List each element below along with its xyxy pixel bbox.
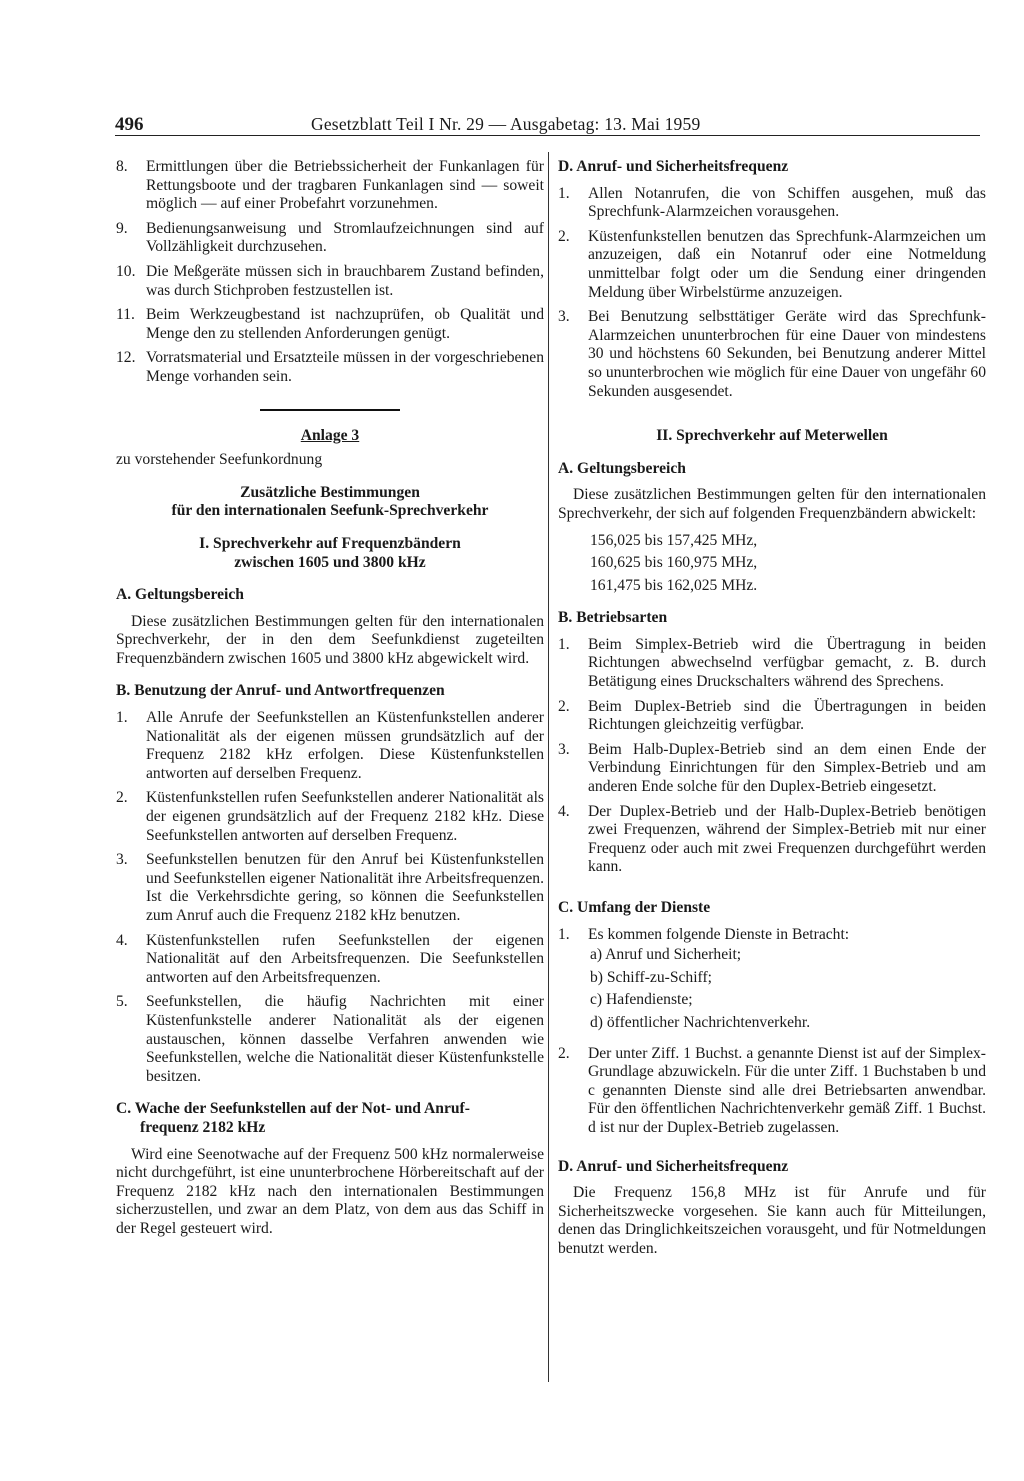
subsection-heading: B. Benutzung der Anruf- und Antwortfrequenzen — [116, 682, 445, 700]
list-item — [558, 1045, 986, 1138]
document-title-line1: Zusätzliche Bestimmungen — [240, 483, 420, 501]
item-number: 3. — [558, 740, 570, 758]
list-item — [116, 709, 544, 783]
item-number: 1. — [558, 184, 570, 202]
frequency-range: 161,475 bis 162,025 MHz. — [590, 576, 758, 594]
item-text: Allen Notanrufen, die von Schiffen ausgehen, muß das Sprechfunk-Alarmzeichen vorausgehen. — [588, 184, 986, 221]
item-text: Ermittlungen über die Betriebssicherheit der Funkanlagen für Rettungsboote und der tragbaren Funkanlagen sind — soweit möglich — auf einer Probefahrt vorzunehmen. — [146, 158, 544, 213]
list-item — [558, 926, 986, 945]
item-text: Alle Anrufe der Seefunkstellen an Küstenfunkstellen anderer Nationalität als der eigenen müssen grundsätzlich auf der Frequenz 2182 kHz erfolgen. Diese Küstenfunkstellen antworten auf derselben Frequenz. — [146, 709, 544, 782]
list-item — [558, 185, 986, 222]
list-item — [116, 158, 544, 214]
list-item — [558, 308, 986, 401]
item-number: 3. — [558, 308, 570, 326]
section-heading-line2: zwischen 1605 und 3800 kHz — [234, 553, 426, 571]
running-head: Gesetzblatt Teil I Nr. 29 — Ausgabetag: 13. Mai 1959 — [311, 114, 701, 134]
page-header — [115, 114, 985, 140]
item-number: 5. — [116, 993, 128, 1011]
appendix-subtitle: zu vorstehender Seefunkordnung — [116, 451, 323, 469]
item-number: 2. — [558, 697, 570, 715]
right-column — [558, 158, 986, 1267]
subsection-heading: B. Betriebsarten — [558, 609, 668, 627]
item-number: 1. — [558, 635, 570, 653]
column-divider — [548, 152, 549, 1382]
frequency-range: 156,025 bis 157,425 MHz, — [590, 531, 758, 549]
header-rule — [115, 135, 980, 136]
page-number: 496 — [115, 114, 144, 135]
paragraph: Die Frequenz 156,8 MHz ist für Anrufe und für Sicherheitszwecke vorgesehen. Sie kann auch für Mitteilungen, denen das Dringlichkeitszeichen vorausgeht, und für Notmeldungen benutzt werden. — [558, 1184, 986, 1257]
item-text: Seefunkstellen, die häufig Nachrichten mit einer Küstenfunkstelle anderer Nationalität als der eigenen austauschen, können dasselbe Verfahren anwenden wie Seefunkstellen, welche die Nationalität dieser Küstenfunkstelle besitzen. — [146, 993, 544, 1085]
item-text: Seefunkstellen benutzen für den Anruf bei Küstenfunkstellen und Seefunkstellen eigener Nationalität ihre Arbeitsfrequenzen. Ist die Verkehrsdichte gering, so können die Seefunkstellen zum Anruf auch die Frequenz 2182 kHz benutzen. — [146, 851, 544, 924]
item-number: 1. — [558, 925, 570, 943]
item-number: 12. — [116, 349, 136, 367]
item-text: Die Meßgeräte müssen sich in brauchbarem Zustand befinden, was durch Stichproben festzustellen ist. — [146, 262, 544, 299]
list-item — [116, 306, 544, 343]
item-text: Der Duplex-Betrieb und der Halb-Duplex-Betrieb benötigen zwei Frequenzen, während der Simplex-Betrieb mit nur einer Frequenz oder auch mit zwei Frequenzen durchgeführt werden kann. — [588, 802, 986, 876]
list-item — [558, 698, 986, 735]
subsection-heading: D. Anruf- und Sicherheitsfrequenz — [558, 1157, 789, 1175]
item-text: Beim Simplex-Betrieb wird die Übertragung in beiden Richtungen abwechselnd verfügbar gemacht, z. B. durch Betätigung eines Druckschalters während des Sprechens. — [588, 635, 986, 691]
list-item — [116, 993, 544, 1086]
list-item — [116, 851, 544, 925]
document-title-line2: für den internationalen Seefunk-Sprechverkehr — [171, 502, 489, 520]
item-text: Vorratsmaterial und Ersatzteile müssen in der vorgeschriebenen Menge vorhanden sein. — [146, 349, 544, 385]
item-number: 3. — [116, 851, 128, 869]
subsection-heading: A. Geltungsbereich — [558, 459, 686, 477]
item-text: Küstenfunkstellen benutzen das Sprechfunk-Alarmzeichen um anzuzeigen, daß ein Notanruf oder eine Notmeldung unmittelbar folgt oder um die Sendung einer dringenden Meldung über Wirbelstürme anzuzeigen. — [588, 227, 986, 301]
sub-list-item: c) Hafendienste; — [590, 991, 693, 1009]
item-text: Beim Werkzeugbestand ist nachzuprüfen, ob Qualität und Menge den zu stellenden Anforderungen genügt. — [146, 306, 544, 342]
subsection-heading: A. Geltungsbereich — [116, 586, 244, 604]
item-number: 9. — [116, 219, 128, 237]
item-text: Küstenfunkstellen rufen Seefunkstellen anderer Nationalität als der eigenen grundsätzlich auf der Frequenz 2182 kHz. Diese Seefunkstellen antworten auf derselben Frequenz. — [146, 789, 544, 844]
item-number: 2. — [116, 789, 128, 807]
subsection-heading-line1: C. Wache der Seefunkstellen auf der Not- und Anruf- — [116, 1100, 470, 1118]
item-number: 8. — [116, 158, 128, 175]
list-item — [116, 220, 544, 257]
item-text: Es kommen folgende Dienste in Betracht: — [588, 925, 850, 943]
section-heading-line1: I. Sprechverkehr auf Frequenzbändern — [199, 534, 461, 552]
paragraph: Wird eine Seenotwache auf der Frequenz 500 kHz normalerweise nicht durchgeführt, ist eine ununterbrochene Hörbereitschaft auf der Frequenz 2182 kHz nach den internationalen Bestimmungen sicherzustellen, und zwar an dem Platz, von dem aus das Schiff in der Regel gesteuert wird. — [116, 1145, 544, 1237]
item-number: 2. — [558, 1044, 570, 1062]
list-item — [116, 932, 544, 988]
paragraph: Diese zusätzlichen Bestimmungen gelten für den internationalen Sprechverkehr, der in den dem Seefunkdienst zugeteilten Frequenzbändern zwischen 1605 und 3800 kHz abgewickelt wird. — [116, 612, 544, 667]
item-text: Beim Halb-Duplex-Betrieb sind an dem einen Ende der Verbindung Einrichtungen für den Simplex-Betrieb und am anderen Ende solche für den Duplex-Betrieb eingesetzt. — [588, 740, 986, 796]
item-number: 10. — [116, 262, 136, 280]
subsection-heading-line2: frequenz 2182 kHz — [140, 1118, 266, 1136]
paragraph: Diese zusätzlichen Bestimmungen gelten für den internationalen Sprechverkehr, der sich auf folgenden Frequenzbändern abwickelt: — [558, 486, 986, 522]
left-column — [116, 158, 544, 1247]
list-item — [558, 741, 986, 797]
list-item — [116, 349, 544, 386]
item-number: 4. — [558, 802, 570, 820]
list-item — [558, 803, 986, 877]
subsection-heading: C. Umfang der Dienste — [558, 899, 711, 916]
item-text: Bei Benutzung selbsttätiger Geräte wird das Sprechfunk-Alarmzeichen ununterbrochen für eine Dauer von mindestens 30 und höchstens 60 Sekunden, bei Benutzung anderer Mittel so ununterbrochen wie möglich für eine Dauer von ungefähr 60 Sekunden ausgesendet. — [588, 308, 986, 400]
appendix-title: Anlage 3 — [300, 426, 360, 444]
item-text: Bedienungsanweisung und Stromlaufzeichnungen sind auf Vollzähligkeit durchzusehen. — [146, 219, 544, 256]
item-number: 1. — [116, 709, 128, 727]
list-item — [558, 636, 986, 692]
sub-list-item: a) Anruf und Sicherheit; — [590, 946, 742, 964]
sub-list-item: b) Schiff-zu-Schiff; — [590, 968, 712, 986]
item-number: 2. — [558, 227, 570, 245]
item-text: Der unter Ziff. 1 Buchst. a genannte Dienst ist auf der Simplex-Grundlage abzuwickeln. Für die unter Ziff. 1 Buchstaben b und c genannten Dienste sind alle drei Betriebsarten anwendbar. Für den öffentlichen Nachrichtenverkehr gemäß Ziff. 1 Buchst. d ist nur der Duplex-Betrieb zugelassen. — [588, 1044, 986, 1136]
subsection-heading: D. Anruf- und Sicherheitsfrequenz — [558, 158, 789, 175]
item-number: 4. — [116, 931, 128, 949]
list-item — [558, 228, 986, 302]
item-number: 11. — [116, 306, 135, 324]
sub-list-item: d) öffentlicher Nachrichtenverkehr. — [590, 1013, 811, 1031]
list-item — [116, 263, 544, 300]
frequency-range: 160,625 bis 160,975 MHz, — [590, 554, 758, 572]
item-text: Beim Duplex-Betrieb sind die Übertragungen in beiden Richtungen gleichzeitig verfügbar. — [588, 697, 986, 734]
section-heading: II. Sprechverkehr auf Meterwellen — [656, 427, 888, 445]
section-separator — [260, 409, 400, 411]
item-text: Küstenfunkstellen rufen Seefunkstellen der eigenen Nationalität auf den Arbeitsfrequenzen. Die Seefunkstellen antworten auf den Arbeitsfrequenzen. — [146, 931, 544, 986]
list-item — [116, 789, 544, 845]
